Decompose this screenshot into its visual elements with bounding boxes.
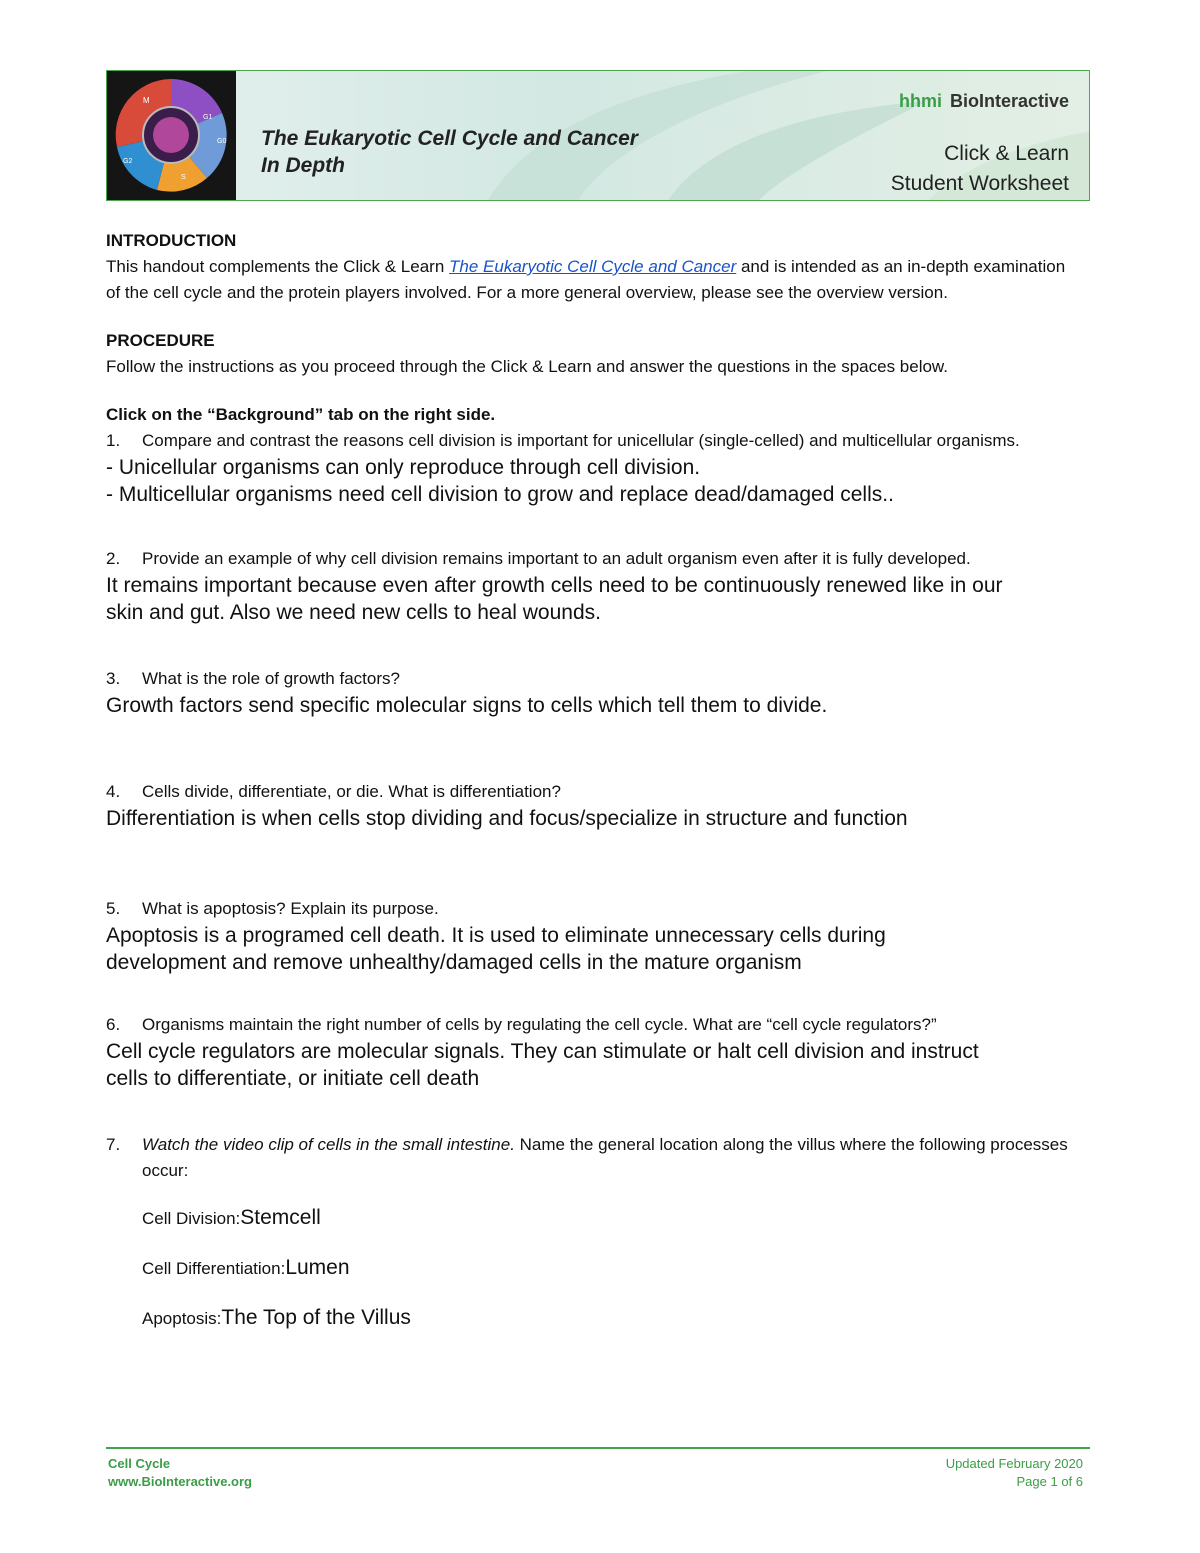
answer-2: It remains important because even after growth cells need to be continuously renewed like in our skin and gut. Also we need new cells to heal wounds.: [106, 574, 1003, 624]
question-text: Cells divide, differentiate, or die. What is differentiation?: [142, 782, 561, 801]
question-2: [106, 546, 1062, 572]
question-number: 1.: [106, 431, 121, 450]
title-line-2: In Depth: [261, 154, 345, 177]
hhmi-biointeractive-logo: [899, 91, 1069, 112]
logo-label-g2: G2: [123, 158, 133, 165]
resource-type-line-1: Click & Learn: [944, 142, 1069, 165]
logo-label-m: M: [143, 96, 150, 105]
footer-divider: [106, 1447, 1090, 1449]
question-1: [106, 428, 1077, 454]
answer-1b: - Multicellular organisms need cell division to grow and replace dead/damaged cells..: [106, 483, 894, 506]
biointeractive-wordmark: BioInteractive: [949, 91, 1069, 111]
location-list: [106, 1204, 1096, 1332]
worksheet-title: [261, 125, 638, 179]
answer-1a: - Unicellular organisms can only reproduce through cell division.: [106, 456, 701, 479]
background-tab-instruction: Click on the “Background” tab on the right side.: [106, 405, 496, 424]
question-number: 2.: [106, 549, 121, 568]
introduction-text: [106, 254, 1071, 306]
footer-right: [946, 1455, 1083, 1491]
question-text: Provide an example of why cell division remains important to an adult organism even after it is fully developed.: [142, 549, 971, 568]
location-row-cell-division: [142, 1204, 1096, 1232]
footer-topic: Cell Cycle: [108, 1456, 171, 1471]
title-line-1: The Eukaryotic Cell Cycle and Cancer: [261, 127, 638, 150]
procedure-text: Follow the instructions as you proceed through the Click & Learn and answer the questions in the spaces below.: [106, 357, 948, 376]
question-text: Compare and contrast the reasons cell division is important for unicellular (single-celled) and multicellular organisms.: [142, 431, 1020, 450]
question-5: [106, 896, 1096, 922]
cell-cycle-diagram-icon: [107, 71, 236, 200]
footer-page-number: Page 1 of 6: [1016, 1474, 1083, 1489]
click-and-learn-link[interactable]: The Eukaryotic Cell Cycle and Cancer: [449, 257, 737, 276]
resource-type-line-2: Student Worksheet: [890, 172, 1069, 195]
resource-type: [891, 139, 1069, 199]
worksheet-body: [106, 228, 1096, 1332]
hhmi-wordmark: hhmi: [898, 91, 942, 111]
logo-label-g1: G1: [203, 114, 213, 121]
introduction-heading: INTRODUCTION: [106, 231, 237, 250]
location-label: Cell Differentiation:: [142, 1259, 286, 1278]
answer-5: Apoptosis is a programed cell death. It is used to eliminate unnecessary cells during development and remove unhealthy/damaged cells in the mature organism: [106, 924, 886, 974]
footer-updated-date: Updated February 2020: [945, 1456, 1083, 1471]
intro-text-after: and is intended as an in-depth examination of the cell cycle and the protein players involved. For a more general overview, please see the overview version.: [106, 257, 1066, 302]
question-number: 4.: [106, 782, 121, 801]
question-7: [106, 1132, 1087, 1184]
location-answer: Lumen: [285, 1256, 350, 1279]
question-6: [106, 1012, 1096, 1038]
procedure-heading: PROCEDURE: [106, 331, 215, 350]
question-number: 7.: [106, 1135, 121, 1154]
header-banner: [106, 70, 1090, 201]
question-text: Organisms maintain the right number of cells by regulating the cell cycle. What are “cell cycle regulators?”: [142, 1015, 937, 1034]
footer-left: [108, 1455, 252, 1491]
question-number: 6.: [106, 1015, 121, 1034]
question-number: 3.: [106, 669, 121, 688]
logo-label-g0: G0: [217, 138, 227, 145]
question-4: [106, 779, 1096, 805]
question-text: What is apoptosis? Explain its purpose.: [142, 899, 439, 918]
location-label: Cell Division:: [142, 1209, 241, 1228]
question-text: What is the role of growth factors?: [142, 669, 400, 688]
location-answer: Stemcell: [240, 1206, 321, 1229]
logo-label-s: S: [181, 174, 186, 181]
question-3: [106, 666, 1096, 692]
footer-website-link[interactable]: www.BioInteractive.org: [108, 1474, 252, 1489]
question-text-italic: Watch the video clip of cells in the small intestine.: [142, 1135, 515, 1154]
answer-4: Differentiation is when cells stop dividing and focus/specialize in structure and function: [106, 807, 908, 830]
location-answer: The Top of the Villus: [221, 1306, 411, 1329]
cell-cycle-logo: [107, 71, 236, 200]
question-text: Name the general location along the villus where the following processes occur:: [142, 1135, 1068, 1180]
intro-text-before: This handout complements the Click & Learn: [106, 257, 450, 276]
location-row-cell-differentiation: [142, 1254, 1096, 1282]
answer-6: Cell cycle regulators are molecular signals. They can stimulate or halt cell division and instruct cells to differentiate, or initiate cell death: [106, 1040, 979, 1090]
location-row-apoptosis: [142, 1304, 1096, 1332]
location-label: Apoptosis:: [142, 1309, 222, 1328]
question-number: 5.: [106, 899, 121, 918]
answer-3: Growth factors send specific molecular signs to cells which tell them to divide.: [106, 694, 828, 717]
